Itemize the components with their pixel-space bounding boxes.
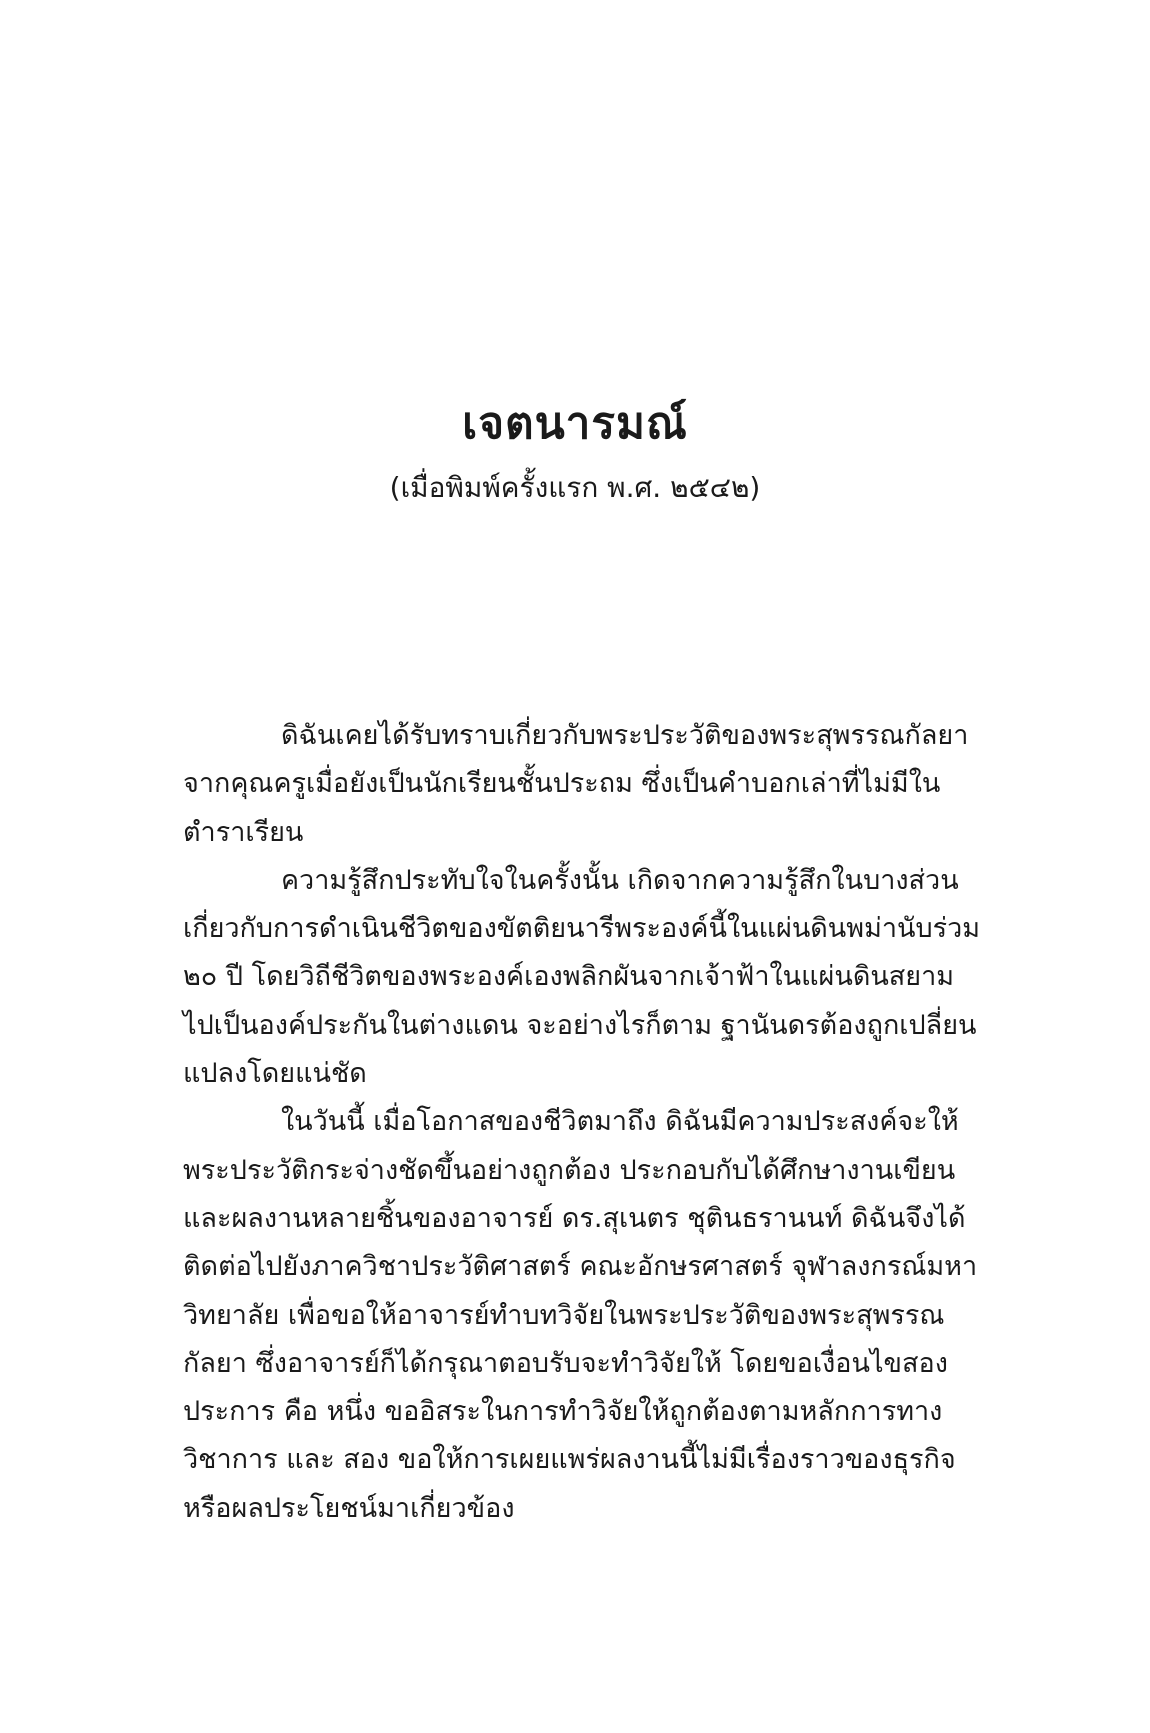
text-line: จากคุณครูเมื่อยังเป็นนักเรียนชั้นประถม ซึ่งเป็นคำบอกเล่าที่ไม่มีใน <box>183 768 941 800</box>
paragraph <box>183 712 969 857</box>
text-line: แปลงโดยแน่ชัด <box>183 1058 367 1090</box>
text-line: พระประวัติกระจ่างชัดขึ้นอย่างถูกต้อง ประกอบกับได้ศึกษางานเขียน <box>183 1154 956 1186</box>
page-subtitle: (เมื่อพิมพ์ครั้งแรก พ.ศ. ๒๕๔๒) <box>389 471 761 504</box>
text-line: กัลยา ซึ่งอาจารย์ก็ได้กรุณาตอบรับจะทำวิจัยให้ โดยขอเงื่อนไขสอง <box>183 1347 948 1379</box>
paragraph <box>183 857 981 1098</box>
text-line: วิทยาลัย เพื่อขอให้อาจารย์ทำบทวิจัยในพระประวัติของพระสุพรรณ <box>183 1299 945 1331</box>
page-title: เจตนารมณ์ <box>462 398 688 449</box>
text-line: และผลงานหลายชิ้นของอาจารย์ ดร.สุเนตร ชุตินธรานนท์ ดิฉันจึงได้ <box>183 1202 966 1234</box>
text-line: ตำราเรียน <box>183 816 304 848</box>
text-line: ในวันนี้ เมื่อโอกาสของชีวิตมาถึง ดิฉันมีความประสงค์จะให้ <box>281 1106 959 1138</box>
paragraph <box>183 1098 978 1533</box>
text-line: ไปเป็นองค์ประกันในต่างแดน จะอย่างไรก็ตาม ฐานันดรต้องถูกเปลี่ยน <box>183 1009 977 1041</box>
text-line: วิชาการ และ สอง ขอให้การเผยแพร่ผลงานนี้ไม่มีเรื่องราวของธุรกิจ <box>183 1444 956 1476</box>
text-line: หรือผลประโยชน์มาเกี่ยวข้อง <box>183 1492 515 1524</box>
text-line: ติดต่อไปยังภาควิชาประวัติศาสตร์ คณะอักษรศาสตร์ จุฬาลงกรณ์มหา <box>183 1251 978 1283</box>
text-line: ความรู้สึกประทับใจในครั้งนั้น เกิดจากความรู้สึกในบางส่วน <box>281 864 959 896</box>
text-line: เกี่ยวกับการดำเนินชีวิตของขัตติยนารีพระองค์นี้ในแผ่นดินพม่านับร่วม <box>183 913 981 945</box>
text-line: ดิฉันเคยได้รับทราบเกี่ยวกับพระประวัติของพระสุพรรณกัลยา <box>281 720 969 751</box>
text-line: ๒๐ ปี โดยวิถีชีวิตของพระองค์เองพลิกผันจากเจ้าฟ้าในแผ่นดินสยาม <box>183 961 955 993</box>
body-text <box>183 712 981 1533</box>
text-line: ประการ คือ หนึ่ง ขออิสระในการทำวิจัยให้ถูกต้องตามหลักการทาง <box>183 1396 943 1428</box>
